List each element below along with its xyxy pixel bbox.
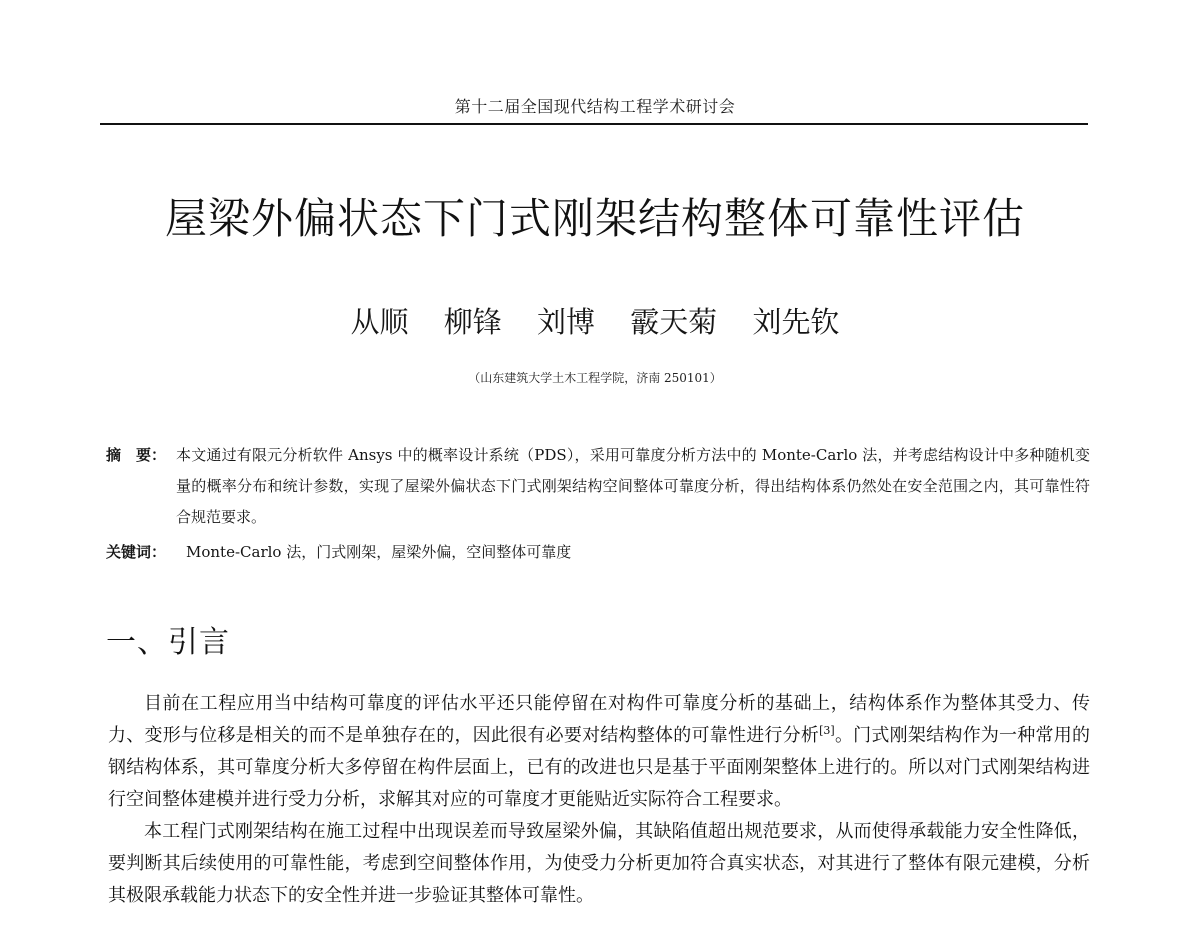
- keywords-label: 关键词：: [106, 543, 167, 561]
- paper-title: 屋梁外偏状态下门式刚架结构整体可靠性评估: [164, 194, 1025, 243]
- author-name: 刘博: [536, 305, 595, 339]
- abstract-label: 摘 要：: [106, 446, 167, 464]
- author-name: 刘先钦: [752, 305, 840, 339]
- section-body: [108, 688, 1090, 912]
- running-header: 第十二届全国现代结构工程学术研讨会: [454, 97, 736, 116]
- section-heading: 一、引言: [106, 625, 230, 660]
- author-list: [100, 300, 1090, 341]
- abstract-text: 本文通过有限元分析软件 Ansys 中的概率设计系统（PDS），采用可靠度分析方法中的 Monte-Carlo 法，并考虑结构设计中多种随机变量的概率分布和统计参数，实现了屋梁外偏状态下门式刚架结构空间整体可靠度分析，得出结构体系仍然处在安全范围之内，其可靠性符合规范要求。: [176, 446, 1090, 526]
- citation-reference[interactable]: [3]: [819, 724, 835, 737]
- author-name: 柳锋: [443, 305, 502, 339]
- body-paragraph: [108, 688, 1090, 816]
- paragraph-text: 目前在工程应用当中结构可靠度的评估水平还只能停留在对构件可靠度分析的基础上，结构体系作为整体其受力、传力、变形与位移是相关的而不是单独存在的，因此很有必要对结构整体的可靠性进行分析: [108, 693, 1090, 746]
- header-rule: [100, 123, 1088, 125]
- affiliation: （山东建筑大学土木工程学院，济南 250101）: [468, 371, 722, 385]
- author-name: 从顺: [350, 305, 409, 339]
- keywords: [106, 541, 1090, 562]
- body-paragraph: 本工程门式刚架结构在施工过程中出现误差而导致屋梁外偏，其缺陷值超出规范要求，从而使得承载能力安全性降低，要判断其后续使用的可靠性能，考虑到空间整体作用，为使受力分析更加符合真实状态，对其进行了整体有限元建模，分析其极限承载能力状态下的安全性并进一步验证其整体可靠性。: [108, 821, 1090, 906]
- paragraph-text: 。门式刚架结构作为一种常用的钢结构体系，其可靠度分析大多停留在构件层面上，已有的改进也只是基于平面刚架整体上进行的。所以对门式刚架结构进行空间整体建模并进行受力分析，求解其对应的可靠度才更能贴近实际符合工程要求。: [108, 725, 1090, 810]
- keywords-text: Monte-Carlo 法，门式刚架，屋梁外偏，空间整体可靠度: [186, 543, 572, 561]
- author-name: 霰天菊: [630, 305, 718, 339]
